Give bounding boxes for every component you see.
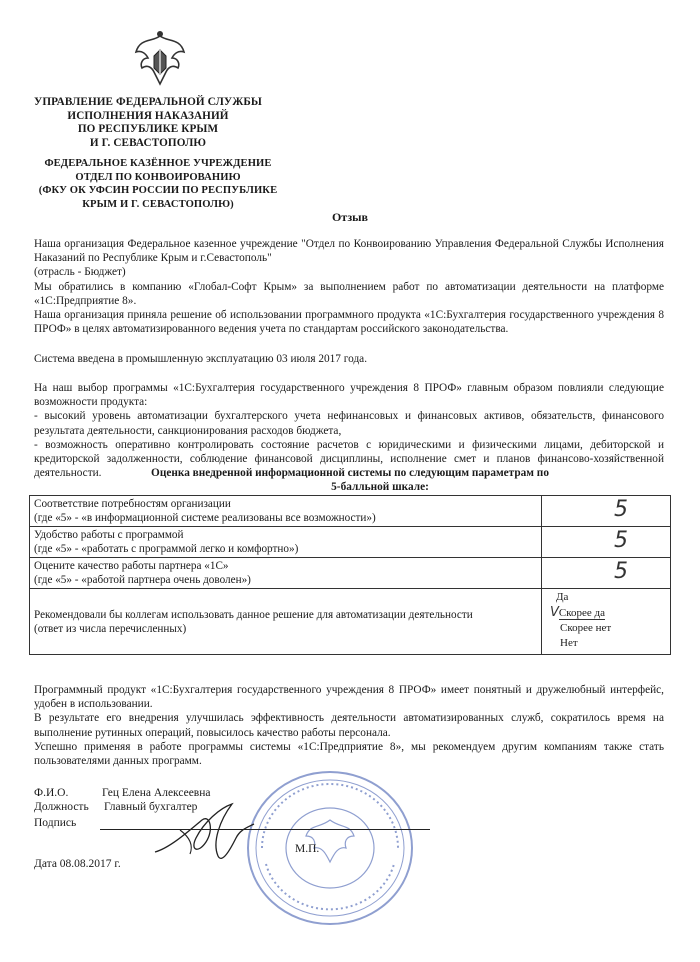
question-hint: (где «5» - «работать с программой легко и комфортно») bbox=[34, 543, 299, 555]
unit-line: (ФКУ ОК УФСИН РОССИИ ПО РЕСПУБЛИКЕ bbox=[38, 185, 278, 197]
org-line: УПРАВЛЕНИЕ ФЕДЕРАЛЬНОЙ СЛУЖБЫ bbox=[34, 96, 262, 108]
option-no: Нет bbox=[560, 637, 578, 649]
position-label: Должность bbox=[34, 801, 89, 813]
eval-title bbox=[100, 466, 600, 494]
org-line: ИСПОЛНЕНИЯ НАКАЗАНИЙ bbox=[67, 109, 229, 122]
handwritten-signature bbox=[150, 790, 260, 870]
table-row bbox=[30, 589, 671, 655]
table-row bbox=[30, 558, 671, 589]
mark-cell bbox=[542, 527, 671, 558]
option-rather-no: Скорее нет bbox=[560, 622, 612, 634]
option-rather-yes bbox=[546, 605, 666, 621]
table-row bbox=[30, 496, 671, 527]
org-name-block bbox=[28, 96, 268, 150]
sign-label: Подпись bbox=[34, 817, 77, 829]
question-hint: (ответ из числа перечисленных) bbox=[34, 622, 187, 635]
unit-line: ОТДЕЛ ПО КОНВОИРОВАНИЮ bbox=[75, 171, 241, 183]
question-cell bbox=[30, 496, 542, 527]
intro-paragraph: Наша организация приняла решение об использовании программного продукта «1С:Бухгалтерия государственного учреждения 8 ПРОФ» в целях автоматизированного ведения учета по стандартам российского законодательства. bbox=[34, 309, 664, 336]
table-row bbox=[30, 527, 671, 558]
fio-label: Ф.И.О. bbox=[34, 787, 69, 799]
fio-value: Гец Елена Алексеевна bbox=[102, 787, 211, 799]
option-label: Скорее да bbox=[558, 607, 606, 619]
handwritten-mark: 5 bbox=[614, 497, 628, 522]
system-date: Система введена в промышленную эксплуатацию 03 июля 2017 года. bbox=[34, 353, 368, 365]
conclusion-paragraph: Программный продукт «1С:Бухгалтерия государственного учреждения 8 ПРОФ» имеет понятный и дружелюбный интерфейс, удобен в использовании. bbox=[34, 684, 664, 711]
question-text: Соответствие потребностям организации bbox=[34, 498, 231, 510]
unit-line: КРЫМ И Г. СЕВАСТОПОЛЮ) bbox=[82, 198, 234, 210]
system-date-text bbox=[34, 352, 664, 366]
org-line: И Г. СЕВАСТОПОЛЮ bbox=[89, 136, 207, 149]
mark-cell bbox=[542, 558, 671, 589]
options-cell bbox=[542, 589, 671, 655]
stamp-seal bbox=[244, 768, 416, 928]
choice-paragraph: На наш выбор программы «1С:Бухгалтерия государственного учреждения 8 ПРОФ» главным образом повлияли следующие возможности продукта: bbox=[34, 382, 664, 409]
intro-paragraph: Наша организация Федеральное казенное учреждение "Отдел по Конвоированию Управления Федеральной Службы Исполнения Наказаний по Республике Крым и г.Севастополь" bbox=[34, 238, 664, 265]
question-cell bbox=[30, 558, 542, 589]
conclusion-paragraph: Успешно применяя в работе программы системы «1С:Предприятие 8», мы рекомендуем другим компаниям также стать пользователями данных программ. bbox=[34, 740, 664, 768]
unit-line: ФЕДЕРАЛЬНОЕ КАЗЁННОЕ УЧРЕЖДЕНИЕ bbox=[44, 158, 272, 169]
choice-paragraph: - высокий уровень автоматизации бухгалтерского учета нефинансовых и финансовых активов, обязательств, финансового результата деятельности, санкционирования расходов бюджета, bbox=[34, 410, 664, 437]
document-date: Дата 08.08.2017 г. bbox=[34, 858, 121, 870]
conclusion-paragraph: В результате его внедрения улучшилась эффективность деятельности автоматизированных служб, сократилось время на выполнение рутинных операций, повысилось качество работы персонала. bbox=[34, 712, 664, 739]
question-cell bbox=[30, 527, 542, 558]
question-hint: (где «5» - «работой партнера очень доволен») bbox=[34, 574, 251, 586]
org-line: ПО РЕСПУБЛИКЕ КРЫМ bbox=[77, 123, 219, 136]
eval-title-line: 5-балльной шкале: bbox=[331, 481, 429, 493]
position-value: Главный бухгалтер bbox=[104, 801, 198, 813]
unit-name-block bbox=[22, 157, 294, 211]
handwritten-mark: 5 bbox=[614, 559, 628, 584]
question-text: Оцените качество работы партнера «1С» bbox=[34, 560, 229, 572]
emblem-icon bbox=[132, 28, 188, 90]
intro-paragraph: (отрасль - Бюджет) bbox=[34, 266, 126, 279]
mark-cell bbox=[542, 496, 671, 527]
question-cell bbox=[30, 589, 542, 655]
question-text: Удобство работы с программой bbox=[34, 529, 184, 541]
question-text: Рекомендовали бы коллегам использовать данное решение для автоматизации деятельности bbox=[34, 608, 473, 621]
handwritten-mark: 5 bbox=[614, 528, 628, 553]
eval-title-line: Оценка внедренной информационной системы по следующим параметрам по bbox=[151, 467, 549, 479]
question-hint: (где «5» - «в информационной системе реализованы все возможности») bbox=[34, 512, 376, 524]
option-yes: Да bbox=[556, 591, 569, 603]
document-title: Отзыв bbox=[331, 210, 369, 224]
intro-section bbox=[34, 237, 664, 336]
choice-paragraph: - возможность оперативно контролировать состояние расчетов с юридическими и физическими лицами, дебиторской и кредиторской задолженности, соблюдение финансовой дисциплины, исполнение смет и планов финансово-хозяйственной деятельности. bbox=[34, 438, 664, 480]
stamp-place-label: М.П. bbox=[295, 843, 320, 855]
intro-paragraph: Мы обратились в компанию «Глобал-Софт Крым» за выполнением работ по автоматизации деятельности на платформе «1С:Предприятие 8». bbox=[34, 280, 664, 307]
eval-table bbox=[29, 495, 671, 655]
conclusion-section bbox=[34, 683, 664, 768]
check-mark: V bbox=[550, 605, 559, 620]
